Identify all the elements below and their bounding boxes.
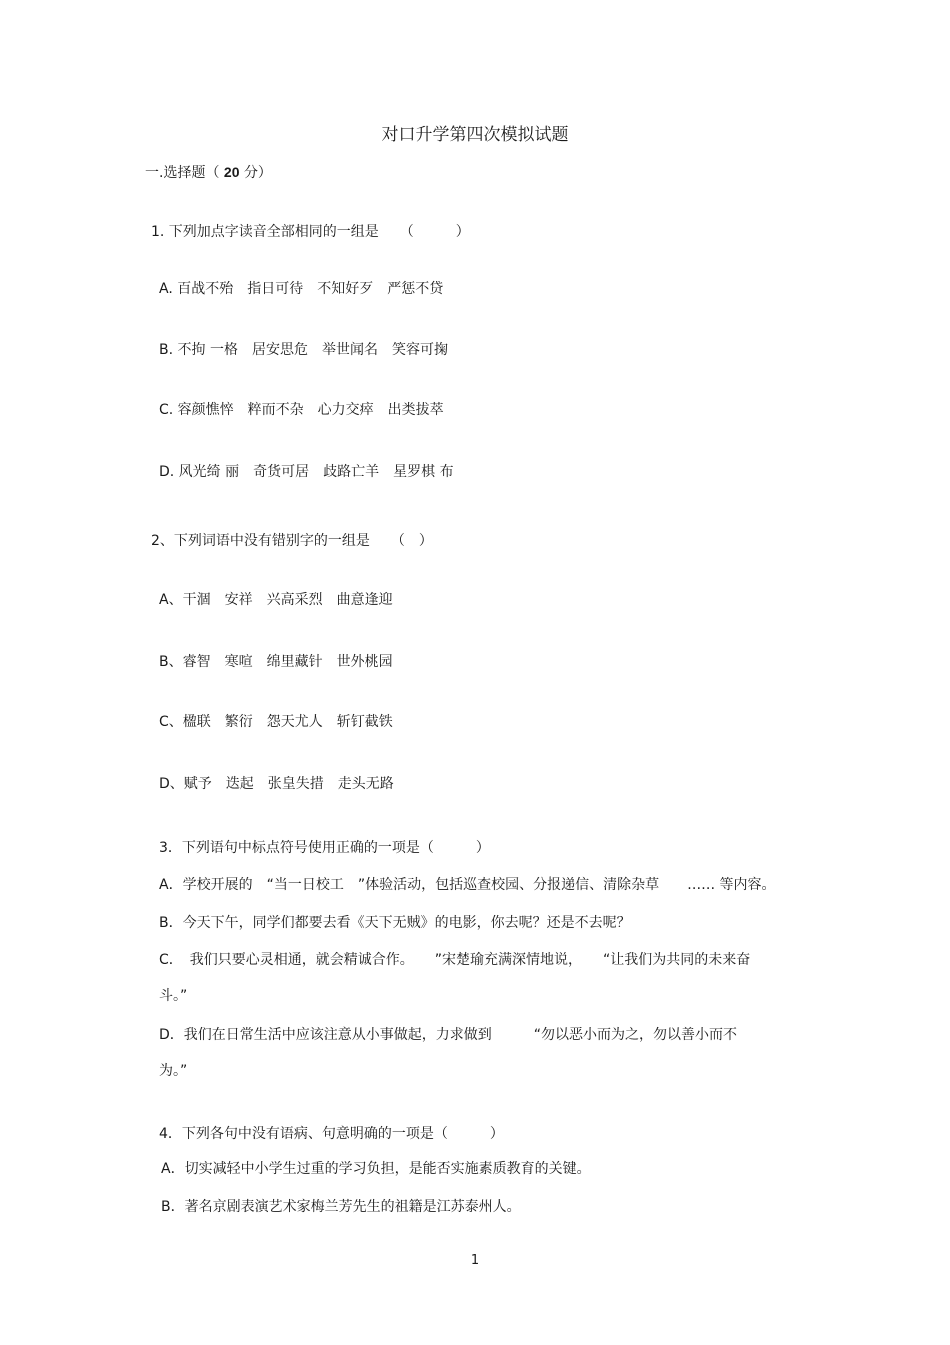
q3-option-d: D．我们在日常生活中应该注意从小事做起，力求做到 “勿以恶小而为之，勿以善小而不 <box>159 1027 738 1043</box>
section-suffix: 分） <box>243 165 272 181</box>
q2-option-a: A、干涸 安祥 兴高采烈 曲意逢迎 <box>159 592 393 608</box>
exam-title: 对口升学第四次模拟试题 <box>381 125 569 145</box>
q3-option-a: A．学校开展的 “当一日校工 ”体验活动，包括巡查校园、分报递信、清除杂草 …… 等内容。 <box>159 877 776 893</box>
q3-option-d-cont: 为。” <box>159 1063 188 1079</box>
q3-stem: 3．下列语句中标点符号使用正确的一项是（ ） <box>159 840 490 856</box>
section-points: 20 <box>223 164 240 180</box>
q1-stem: 1. 下列加点字读音全部相同的一组是 （ ） <box>151 224 470 240</box>
q3-option-b: B．今天下午，同学们都要去看《天下无贼》的电影，你去呢？还是不去呢？ <box>159 915 631 931</box>
section-prefix: 一.选择题（ <box>145 165 220 181</box>
q2-stem: 2、下列词语中没有错别字的一组是 （ ） <box>151 533 433 549</box>
q3-option-c: C． 我们只要心灵相通，就会精诚合作。 ”宋楚瑜充满深情地说， “让我们为共同的未来奋 <box>159 952 751 968</box>
q3-option-c-cont: 斗。” <box>159 988 188 1004</box>
q1-option-b: B. 不拘 一格 居安思危 举世闻名 笑容可掬 <box>159 342 448 358</box>
q1-option-c: C. 容颜憔悴 粹而不杂 心力交瘁 出类拔萃 <box>159 402 444 418</box>
section-heading <box>145 163 272 182</box>
q1-option-a: A. 百战不殆 指日可待 不知好歹 严惩不贷 <box>159 281 444 297</box>
page-number: 1 <box>470 1253 480 1268</box>
q1-option-d: D. 风光绮 丽 奇货可居 歧路亡羊 星罗棋 布 <box>159 464 454 480</box>
q4-stem: 4．下列各句中没有语病、句意明确的一项是（ ） <box>159 1126 504 1142</box>
q2-option-d: D、赋予 迭起 张皇失措 走头无路 <box>159 776 394 792</box>
q4-option-b: B．著名京剧表演艺术家梅兰芳先生的祖籍是江苏泰州人。 <box>161 1199 521 1215</box>
q4-option-a: A．切实减轻中小学生过重的学习负担，是能否实施素质教育的关键。 <box>161 1161 591 1177</box>
q2-option-c: C、楹联 繁衍 怨天尤人 斩钉截铁 <box>159 714 393 730</box>
q2-option-b: B、睿智 寒喧 绵里藏针 世外桃园 <box>159 654 393 670</box>
